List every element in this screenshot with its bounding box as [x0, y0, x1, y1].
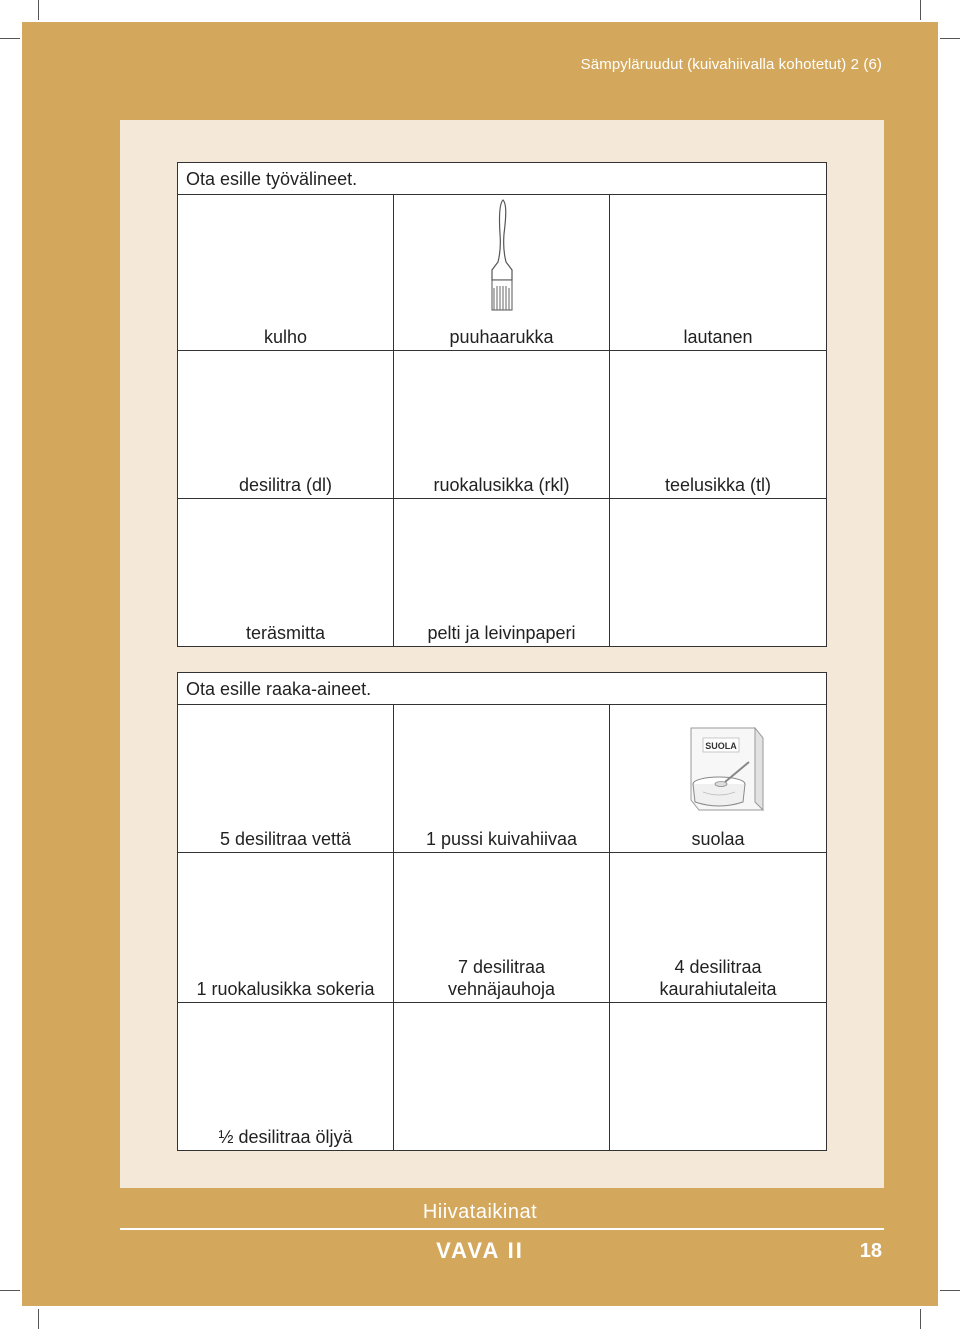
tool-cell-fork: [394, 195, 610, 351]
ingredient-label: 5 desilitraa vettä: [219, 829, 352, 849]
crop-mark: [920, 0, 921, 20]
crop-mark: [38, 1309, 39, 1329]
footer-divider: [120, 1228, 884, 1230]
ingredient-cell-empty: [394, 1003, 610, 1151]
footer-series: VAVA II: [436, 1238, 524, 1263]
ingredient-label: ½ desilitraa öljyä: [218, 1127, 353, 1147]
ingredient-cell-flour: [394, 853, 610, 1003]
tools-table: [177, 162, 827, 647]
crop-mark: [940, 38, 960, 39]
tools-caption: Ota esille työvälineet.: [178, 163, 827, 195]
ingredient-label-line1: 4 desilitraa: [674, 957, 762, 977]
tool-cell-tsp: [610, 351, 827, 499]
tool-cell-sheet: [394, 499, 610, 647]
crop-mark: [940, 1290, 960, 1291]
footer-brand: Hiivataikinat: [422, 1201, 538, 1223]
page-number: 18: [859, 1240, 882, 1262]
crop-mark: [920, 1309, 921, 1329]
ingredient-label: suolaa: [691, 829, 745, 849]
ingredient-label: 1 pussi kuivahiivaa: [425, 829, 578, 849]
tool-cell-bowl: [178, 195, 394, 351]
crop-mark: [38, 0, 39, 20]
tool-label: kulho: [263, 327, 308, 347]
tool-label: puuhaarukka: [449, 327, 554, 347]
ingredient-label-line2: vehnäjauhoja: [447, 979, 556, 999]
tool-label: teelusikka (tl): [664, 475, 772, 495]
ingredient-cell-empty: [610, 1003, 827, 1151]
salt-box-label: SUOLA: [705, 741, 737, 751]
tool-label: pelti ja leivinpaperi: [427, 623, 576, 643]
ingredient-cell-water: [178, 705, 394, 853]
tool-label: teräsmitta: [245, 623, 326, 643]
ingredient-cell-yeast: [394, 705, 610, 853]
ingredients-caption: Ota esille raaka-aineet.: [178, 673, 827, 705]
tool-cell-tbsp: [394, 351, 610, 499]
ingredient-cell-oats: [610, 853, 827, 1003]
tool-label: desilitra (dl): [238, 475, 333, 495]
ingredients-table: [177, 672, 827, 1151]
page-title: Sämpyläruudut (kuivahiivalla kohotetut) 2 (6): [580, 56, 882, 73]
ingredient-cell-salt: [610, 705, 827, 853]
wooden-fork-icon: [482, 198, 522, 316]
tool-label: ruokalusikka (rkl): [433, 475, 570, 495]
ingredient-cell-sugar: [178, 853, 394, 1003]
crop-mark: [0, 38, 20, 39]
tool-cell-empty: [610, 499, 827, 647]
tool-cell-dl: [178, 351, 394, 499]
ingredient-label-line2: kaurahiutaleita: [659, 979, 777, 999]
ingredient-label: 1 ruokalusikka sokeria: [196, 979, 375, 999]
crop-mark: [0, 1290, 20, 1291]
tool-label: lautanen: [683, 327, 753, 347]
tool-label: [610, 644, 826, 646]
salt-box-icon: [663, 718, 773, 818]
ingredient-cell-oil: [178, 1003, 394, 1151]
tool-cell-ruler: [178, 499, 394, 647]
ingredient-label-line1: 7 desilitraa: [457, 957, 546, 977]
tool-cell-plate: [610, 195, 827, 351]
